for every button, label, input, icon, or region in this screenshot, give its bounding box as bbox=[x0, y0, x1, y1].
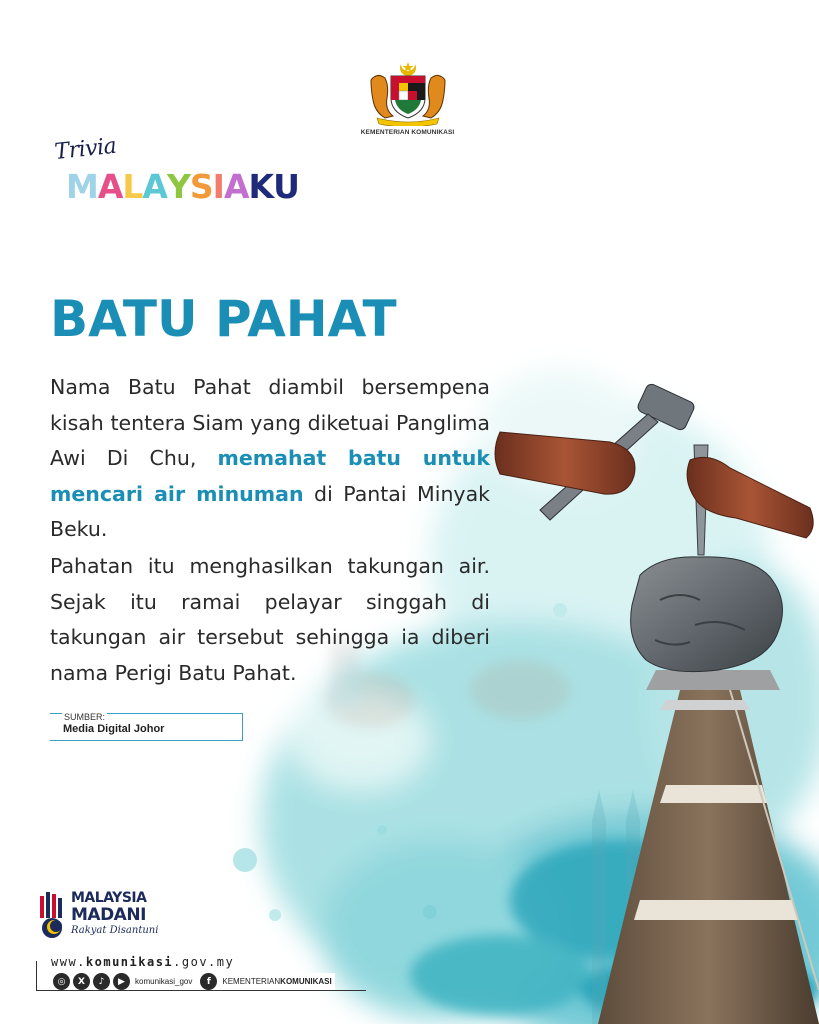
instagram-icon[interactable]: ◎ bbox=[53, 973, 70, 990]
para1-text-b: di Pantai Minyak Beku. bbox=[50, 481, 490, 541]
wordmark-letter: Y bbox=[166, 167, 190, 206]
tiktok-icon[interactable]: ♪ bbox=[93, 973, 110, 990]
malaysia-madani-logo bbox=[36, 888, 166, 944]
source-label: SUMBER: bbox=[64, 712, 106, 722]
madani-tagline: Rakyat Disantuni bbox=[71, 925, 159, 936]
wordmark-letter: A bbox=[142, 167, 167, 206]
page-title: BATU PAHAT bbox=[50, 290, 397, 348]
wordmark-letter: A bbox=[97, 167, 123, 206]
social-handle[interactable]: komunikasi_gov bbox=[135, 977, 193, 986]
social-links bbox=[50, 973, 335, 990]
footer-contact bbox=[36, 955, 366, 995]
madani-emblem-icon bbox=[36, 890, 68, 942]
facebook-label[interactable] bbox=[222, 977, 331, 986]
monument-left-arm bbox=[495, 432, 635, 494]
website-link[interactable] bbox=[48, 955, 237, 969]
madani-line1: MALAYSIA bbox=[71, 890, 147, 906]
source-value: Media Digital Johor bbox=[63, 723, 165, 735]
facebook-prefix: KEMENTERIAN bbox=[222, 977, 281, 986]
facebook-bold: KOMUNIKASI bbox=[280, 977, 332, 986]
wordmark-letter: I bbox=[212, 167, 224, 206]
coat-of-arms-icon bbox=[363, 60, 453, 126]
wordmark-letter: A bbox=[223, 167, 249, 206]
madani-line2: MADANI bbox=[71, 905, 146, 925]
monument-right-arm bbox=[687, 457, 813, 538]
wordmark-letter: L bbox=[122, 167, 143, 206]
monument-rock bbox=[631, 557, 783, 672]
facebook-icon[interactable]: f bbox=[200, 973, 217, 990]
paragraph-naming: Pahatan itu menghasilkan takungan air. Sejak itu ramai pelayar singgah di takungan air tersebut sehingga ia diberi nama Perigi Batu Pahat. bbox=[50, 554, 490, 685]
youtube-icon[interactable]: ▶ bbox=[113, 973, 130, 990]
wordmark-letter: U bbox=[273, 167, 299, 206]
website-bold: komunikasi bbox=[85, 955, 174, 969]
wordmark-letter: S bbox=[189, 167, 213, 206]
website-prefix: www. bbox=[51, 955, 86, 969]
monument-pillar bbox=[598, 690, 819, 1024]
trivia-malaysiaku-logo bbox=[53, 133, 356, 210]
wordmark-letter: K bbox=[248, 167, 274, 206]
wordmark-letter: M bbox=[66, 167, 98, 206]
batu-pahat-monument-image bbox=[480, 370, 819, 1024]
para1-highlight: memahat batu untuk mencari air minuman bbox=[50, 446, 490, 506]
malaysiaku-wordmark bbox=[66, 168, 299, 206]
paragraph-origin bbox=[50, 370, 490, 548]
trivia-script-text: Trivia bbox=[53, 133, 118, 165]
website-suffix: .gov.my bbox=[173, 955, 235, 969]
source-box bbox=[50, 713, 243, 741]
crest-caption: KEMENTERIAN KOMUNIKASI bbox=[360, 129, 455, 136]
para1-text-a: Nama Batu Pahat diambil bersempena kisah tentera Siam yang diketuai Panglima Awi Di Chu, bbox=[50, 375, 490, 470]
x-icon[interactable]: X bbox=[73, 973, 90, 990]
ministry-crest bbox=[355, 60, 460, 140]
